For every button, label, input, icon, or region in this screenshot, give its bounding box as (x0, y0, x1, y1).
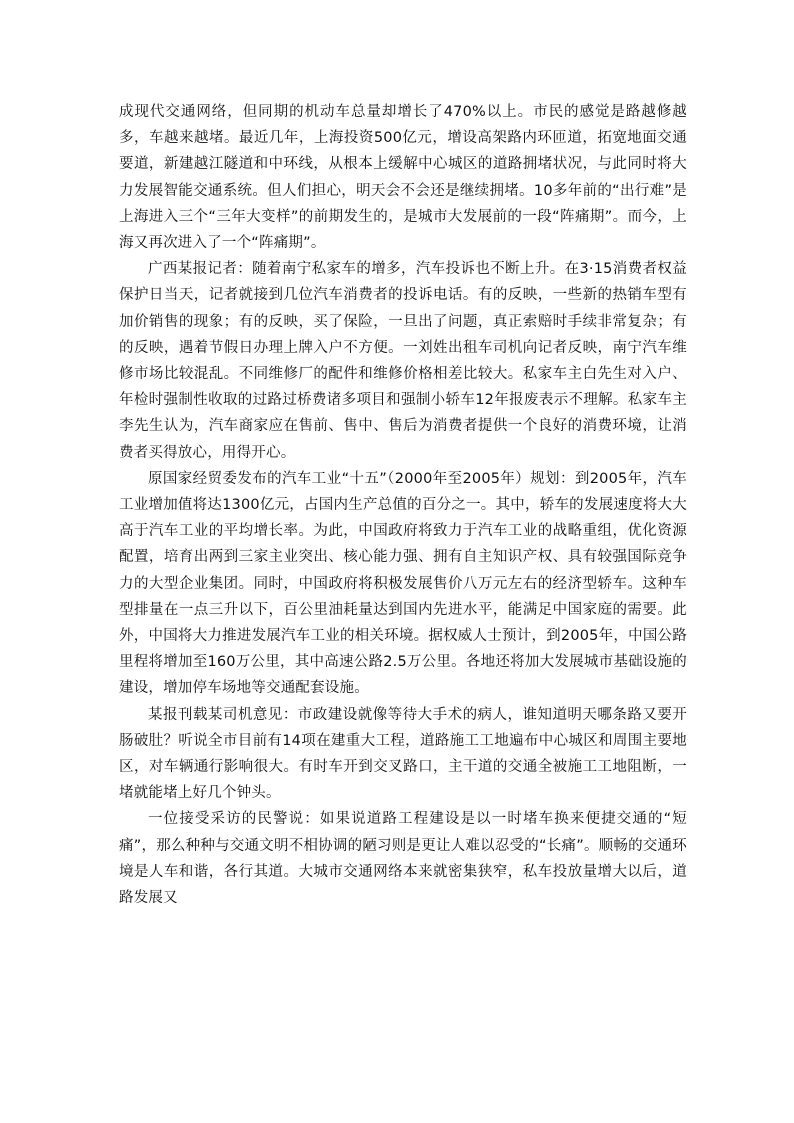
paragraph-police-comment: 一位接受采访的民警说：如果说道路工程建设是以一时堵车换来便捷交通的“短痛”，那么种种与交通文明不相协调的陋习则是更让人难以忍受的“长痛”。顺畅的交通环境是人车和谐，各行其道。大城市交通网络本来就密集狭窄，私车投放量增大以后，道路发展又 (119, 811, 687, 907)
document-body (119, 99, 687, 911)
paragraph-traffic-network: 成现代交通网络，但同期的机动车总量却增长了470%以上。市民的感觉是路越修越多，车越来越堵。最近几年，上海投资500亿元，增设高架路内环匝道，拓宽地面交通要道，新建越江隧道和中环线，从根本上缓解中心城区的道路拥堵状况，与此同时将大力发展智能交通系统。但人们担心，明天会不会还是继续拥堵。10多年前的“出行难”是上海进入三个“三年大变样”的前期发生的，是城市大发展前的一段“阵痛期”。而今，上海又再次进入了一个“阵痛期”。 (119, 104, 687, 252)
paragraph-guangxi-reporter: 广西某报记者：随着南宁私家车的增多，汽车投诉也不断上升。在3·15消费者权益保护日当天，记者就接到几位汽车消费者的投诉电话。有的反映，一些新的热销车型有加价销售的现象；有的反映，买了保险，一旦出了问题，真正索赔时手续非常复杂；有的反映，遇着节假日办理上牌入户不方便。一刘姓出租车司机向记者反映，南宁汽车维修市场比较混乱。不同维修厂的配件和维修价格相差比较大。私家车主白先生对入户、年检时强制性收取的过路过桥费诸多项目和强制小轿车12年报废表示不理解。私家车主李先生认为，汽车商家应在售前、售中、售后为消费者提供一个良好的消费环境，让消费者买得放心，用得开心。 (119, 261, 687, 461)
paragraph-auto-industry-plan: 原国家经贸委发布的汽车工业“十五”（2000年至2005年）规划：到2005年，汽车工业增加值将达1300亿元，占国内生产总值的百分之一。其中，轿车的发展速度将大大高于汽车工业的平均增长率。为此，中国政府将致力于汽车工业的战略重组，优化资源配置，培育出两到三家主业突出、核心能力强、拥有自主知识产权、具有较强国际竞争力的大型企业集团。同时，中国政府将积极发展售价八万元左右的经济型轿车。这种车型排量在一点三升以下，百公里油耗量达到国内先进水平，能满足中国家庭的需要。此外，中国将大力推进发展汽车工业的相关环境。据权威人士预计，到2005年，中国公路里程将增加至160万公里，其中高速公路2.5万公里。各地还将加大发展城市基础设施的建设，增加停车场地等交通配套设施。 (119, 470, 687, 697)
paragraph-driver-opinion: 某报刊载某司机意见：市政建设就像等待大手术的病人，谁知道明天哪条路又要开肠破肚？听说全市目前有14项在建重大工程，道路施工工地遍布中心城区和周围主要地区，对车辆通行影响很大。有时车开到交叉路口，主干道的交通全被施工工地阻断，一堵就能堵上好几个钟头。 (119, 706, 687, 802)
